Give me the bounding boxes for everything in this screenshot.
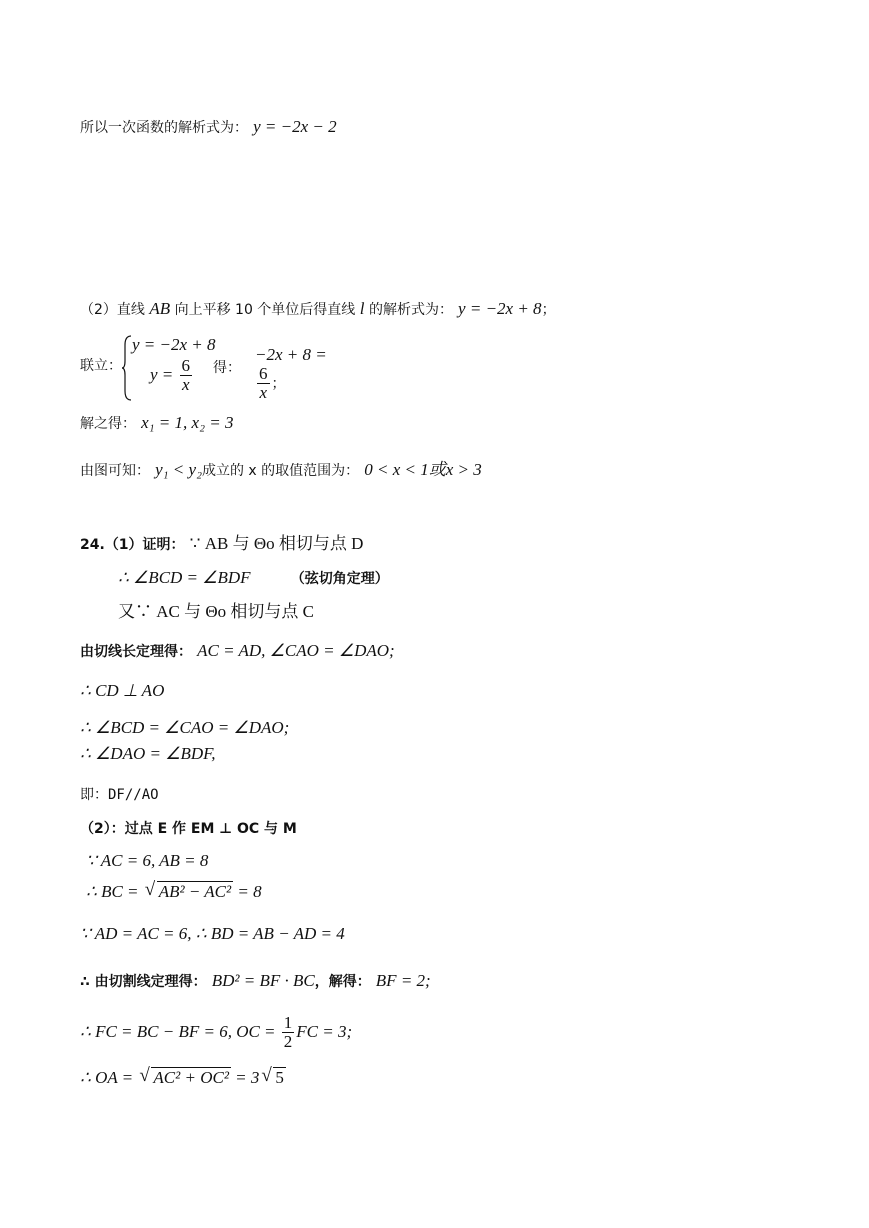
line-24-1	[80, 534, 363, 555]
equation: y = −2x + 8	[458, 299, 542, 318]
denominator: x	[182, 375, 190, 394]
fraction	[180, 357, 193, 394]
line-ac-tangent	[118, 602, 314, 622]
line-parallel	[80, 784, 159, 805]
text: 由切线长定理得：	[80, 644, 192, 660]
text: （2）直线	[80, 302, 150, 318]
line-oa	[80, 1065, 286, 1088]
text: 解之得：	[80, 416, 136, 432]
inequality: y₁ < y₂	[155, 460, 202, 479]
radicand: 5	[275, 1068, 284, 1087]
text: 向上平移 10 个单位后得直线	[170, 302, 360, 318]
equation: ∵ AD = AC = 6, ∴ BD = AB − AD = 4	[80, 924, 345, 943]
equation: ∴ CD ⊥ AO	[80, 681, 165, 700]
text: 所以一次函数的解析式为：	[80, 120, 248, 136]
statement: （2）：过点 E 作 EM ⊥ OC 与 M	[80, 821, 297, 837]
equation-2	[150, 357, 194, 394]
line-linear-function	[80, 117, 337, 138]
line-angles	[80, 718, 289, 738]
line-translation	[80, 299, 556, 320]
math-l: l	[359, 299, 365, 318]
statement: 又∵ AC 与 Θo 相切与点 C	[118, 602, 314, 621]
heading: 24.（1）证明：	[80, 537, 185, 553]
equation: ∵ AC = 6, AB = 8	[86, 851, 209, 870]
numerator: 6	[181, 356, 191, 375]
statement: DF//AO	[108, 787, 159, 803]
radicand: AC² + OC²	[153, 1068, 229, 1087]
equation: y = −2x − 2	[253, 117, 337, 136]
equation-3	[255, 345, 340, 402]
result: BF = 2;	[375, 971, 431, 990]
numerator: 1	[283, 1013, 293, 1032]
text: 成立的 x 的取值范围为：	[201, 463, 360, 479]
equation-rhs: FC = 3;	[296, 1022, 353, 1041]
line-24-2	[80, 818, 297, 839]
equation: ∴ ∠BCD = ∠BDF	[118, 568, 251, 587]
line-bc	[86, 879, 262, 902]
equation-lhs: ∴ BC =	[86, 882, 143, 901]
eq3-lhs: −2x + 8 =	[255, 345, 327, 364]
line-tangent-length	[80, 641, 395, 662]
line-bd	[80, 924, 345, 944]
line-cd-perp	[80, 681, 164, 701]
text: ∴ 由切割线定理得：	[80, 974, 207, 990]
fraction	[282, 1014, 295, 1051]
denominator: 2	[283, 1032, 293, 1051]
brace-icon	[122, 335, 132, 401]
eq2-lhs: y =	[150, 365, 178, 384]
denominator: x	[259, 383, 268, 402]
equation: AC = AD, ∠CAO = ∠DAO;	[197, 641, 395, 660]
equation-rhs: = 3	[230, 1068, 260, 1087]
fraction	[257, 365, 270, 402]
line-solutions	[80, 413, 233, 434]
statement: ∵ AB 与 Θo 相切与点 D	[189, 534, 364, 553]
square-root: √ AB² − AC²	[144, 879, 232, 901]
math-ab: AB	[149, 299, 171, 318]
theorem-note: （弦切角定理）	[290, 571, 389, 587]
text: ，解得：	[314, 974, 371, 990]
line-dao-bdf	[80, 744, 216, 764]
equation-lhs: ∴ OA =	[80, 1068, 138, 1087]
line-range	[80, 460, 482, 481]
equation-rhs: = 8	[233, 882, 262, 901]
radicand: AB² − AC²	[158, 882, 232, 901]
system-of-equations	[80, 333, 340, 403]
equation-lhs: ∴ FC = BC − BF = 6, OC =	[80, 1022, 280, 1041]
square-root-5: √ 5	[261, 1065, 284, 1087]
label: 联立：	[80, 358, 122, 374]
equation: ∴ ∠BCD = ∠CAO = ∠DAO;	[80, 718, 290, 737]
text: 的解析式为：	[364, 302, 453, 318]
equation: x₁ = 1, x₂ = 3	[141, 413, 234, 432]
text: ；	[271, 376, 286, 392]
line-fc-oc	[80, 1012, 352, 1052]
square-root: √ AC² + OC²	[139, 1065, 229, 1087]
text: 得：	[213, 360, 241, 376]
text: ；	[541, 302, 556, 318]
equation: ∴ ∠DAO = ∠BDF,	[80, 744, 216, 763]
text: 由图可知：	[80, 463, 150, 479]
line-bcd	[118, 568, 389, 589]
equation-1: y = −2x + 8	[132, 335, 216, 354]
range: 0 < x < 1或x > 3	[364, 460, 482, 479]
text: 即：	[80, 787, 108, 803]
equation: BD² = BF · BC	[211, 971, 315, 990]
line-ac-ab	[86, 851, 208, 871]
line-secant	[80, 971, 431, 992]
numerator: 6	[259, 364, 268, 383]
